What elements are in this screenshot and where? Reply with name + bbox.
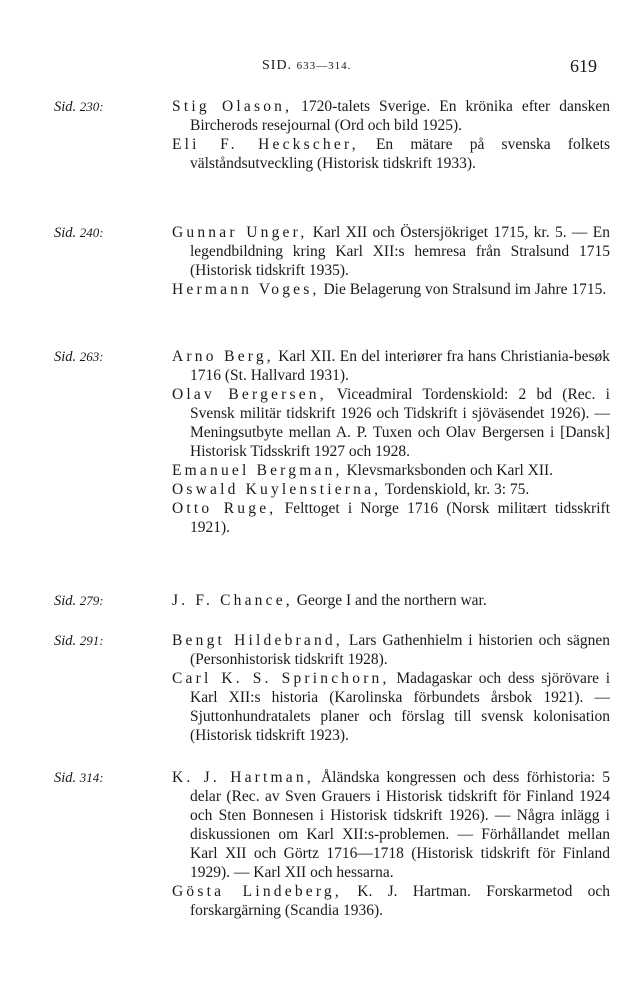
- reference: [172, 669, 610, 745]
- reference: [172, 97, 610, 135]
- reference: [172, 480, 610, 499]
- reference-text: Die Belagerung von Stralsund im Jahre 1715.: [319, 281, 607, 298]
- reference-text: K. J. Hartman. Forskarmetod och forskargärning (Scandia 1936).: [190, 883, 610, 919]
- author: Eli F. Heckscher,: [172, 136, 359, 153]
- reference-text: Felttoget i Norge 1716 (Norsk militært tidsskrift 1921).: [190, 500, 610, 536]
- reference-text: Tordenskiold, kr. 3: 75.: [381, 481, 530, 498]
- reference: [172, 768, 610, 882]
- author: Hermann Voges,: [172, 281, 320, 298]
- sid-label: Sid. 240:: [54, 225, 104, 241]
- reference-text: Åländska kongressen och dess förhistoria: 5 delar (Rec. av Sven Grauers i Historisk tidskrift för Finland 1924 och Sten Bonnesen i Historisk tidskrift 1926). — Några inlägg i diskussionen om Karl XII:s-problemen. — Förhållandet mellan Karl XII och Görtz 1716—1718 (Historisk tidskrift för Finland 1929). — Karl XII och hessarna.: [190, 769, 610, 881]
- reference-text: Lars Gathenhielm i historien och sägnen (Personhistorisk tidskrift 1928).: [190, 632, 610, 668]
- author: Oswald Kuylenstierna,: [172, 481, 382, 498]
- page-header: [0, 58, 637, 82]
- sid-label: Sid. 291:: [54, 633, 104, 649]
- reference-list: [172, 347, 610, 537]
- author: Olav Bergersen,: [172, 386, 327, 403]
- reference: [172, 882, 610, 920]
- reference-list: [172, 768, 610, 920]
- author: K. J. Hartman,: [172, 769, 314, 786]
- reference-list: [172, 591, 610, 610]
- reference-text: Viceadmiral Tordenskiold: 2 bd (Rec. i Svensk militär tidskrift 1926 och Tidskrift i sjöväsendet 1926). — Meningsutbyte mellan A. P. Tuxen och Olav Bergersen i [Dansk] Historisk Tidsskrift 1927 och 1928.: [190, 386, 610, 460]
- reference: [172, 499, 610, 537]
- reference-text: Karl XII och Östersjökriget 1715, kr. 5. — En legendbildning kring Karl XII:s hemresa från Stralsund 1715 (Historisk tidskrift 1935).: [190, 224, 611, 279]
- reference-text: George I and the northern war.: [292, 592, 487, 609]
- sid-label: Sid. 230:: [54, 99, 104, 115]
- reference-list: [172, 223, 610, 299]
- reference: [172, 347, 610, 385]
- page-number: 619: [570, 56, 597, 76]
- running-head: [262, 58, 351, 74]
- reference: [172, 591, 610, 610]
- reference: [172, 385, 610, 461]
- author: Gunnar Unger,: [172, 224, 308, 241]
- reference-text: Karl XII. En del interiører fra hans Christiania-besøk 1716 (St. Hallvard 1931).: [190, 348, 610, 384]
- author: J. F. Chance,: [172, 592, 293, 609]
- sid-label: Sid. 263:: [54, 349, 104, 365]
- running-head-range: 633—314.: [296, 60, 352, 72]
- author: Carl K. S. Sprinchorn,: [172, 670, 390, 687]
- running-head-prefix: SID.: [262, 58, 293, 73]
- reference: [172, 135, 610, 173]
- reference-text: En mätare på svenska folkets välståndsutveckling (Historisk tidskrift 1933).: [190, 136, 610, 172]
- reference-list: [172, 97, 610, 173]
- reference-text: 1720-talets Sverige. En krönika efter dansken Bircherods resejournal (Ord och bild 1925).: [190, 98, 610, 134]
- reference-list: [172, 631, 610, 745]
- reference: [172, 631, 610, 669]
- reference-text: Klevsmarksbonden och Karl XII.: [342, 462, 554, 479]
- author: Otto Ruge,: [172, 500, 277, 517]
- reference: [172, 280, 610, 299]
- author: Gösta Lindeberg,: [172, 883, 342, 900]
- reference: [172, 461, 610, 480]
- sid-label: Sid. 279:: [54, 593, 104, 609]
- author: Stig Olason,: [172, 98, 293, 115]
- author: Bengt Hildebrand,: [172, 632, 343, 649]
- reference-text: Madagaskar och dess sjörövare i Karl XII:s historia (Karolinska förbundets årsbok 1921). — Sjuttonhundratalets planer och förslag till svensk kolonisation (Historisk tidskrift 1923).: [190, 670, 611, 744]
- author: Emanuel Bergman,: [172, 462, 343, 479]
- sid-label: Sid. 314:: [54, 770, 104, 786]
- reference: [172, 223, 610, 280]
- author: Arno Berg,: [172, 348, 274, 365]
